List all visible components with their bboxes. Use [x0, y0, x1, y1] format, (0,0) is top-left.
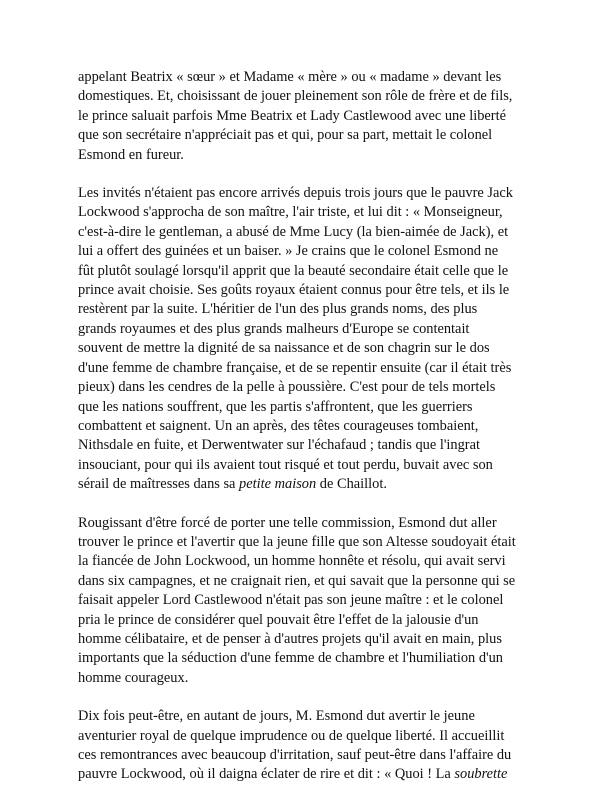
- text-line: homme courageux.: [78, 669, 189, 686]
- text-line: ces remontrances avec beaucoup d'irritation, sauf peut-être dans l'affaire du: [78, 747, 512, 763]
- text-line: homme célibataire, et de penser à d'autres projets qu'il avait en main, plus: [78, 630, 502, 647]
- italic-text: petite maison: [239, 476, 317, 493]
- italic-text: soubrette: [454, 766, 508, 783]
- text-line: Dix fois peut-être, en autant de jours, M. Esmond dut avertir le jeune: [78, 708, 475, 725]
- text-line: restèrent par la suite. L'héritier de l'un des plus grands noms, des plus: [78, 301, 478, 318]
- text-line: domestiques. Et, choisissant de jouer pleinement son rôle de frère et de fils,: [78, 88, 513, 105]
- text-line: Nithsdale en fuite, et Derwentwater sur l'échafaud ; tandis que l'ingrat: [78, 437, 480, 454]
- text-line: lui a offert des guinées et un baiser. » Je crains que le colonel Esmond ne: [78, 243, 499, 260]
- text-line: appelant Beatrix « sœur » et Madame « mère » ou « madame » devant les: [78, 69, 502, 85]
- text-line: le prince saluait parfois Mme Beatrix et Lady Castlewood avec une liberté: [78, 107, 506, 124]
- text-line: Esmond en fureur.: [78, 146, 184, 163]
- text-line: la fiancée de John Lockwood, un homme honnête et résolu, qui avait servi: [78, 553, 506, 570]
- paragraph-3: [78, 514, 530, 689]
- text-line: pria le prince de considérer quel pouvait être l'effet de la jalousie d'un: [78, 611, 479, 628]
- text-line: d'une femme de chambre française, et de se repentir ensuite (car il était très: [78, 359, 512, 376]
- text-line: dans six campagnes, et ne craignait rien, et qui savait que la personne qui se: [78, 572, 516, 589]
- text-line: combattent et saignent. Un an après, des têtes courageuses tombaient,: [78, 417, 479, 434]
- text-line: faisait appeler Lord Castlewood n'était pas son jeune maître : et le colonel: [78, 592, 504, 609]
- text-line: pieux) dans les cendres de la pelle à poussière. C'est pour de tels mortels: [78, 379, 496, 396]
- text-line: importants que la séduction d'une femme de chambre et l'humiliation d'un: [78, 650, 503, 667]
- text-line: insouciant, pour qui ils avaient tout risqué et tout perdu, buvait avec son: [78, 456, 493, 473]
- text-line: c'est-à-dire le gentleman, a abusé de Mme Lucy (la bien-aimée de Jack), et: [78, 223, 509, 240]
- document-page: [78, 68, 530, 804]
- text-line: Les invités n'étaient pas encore arrivés depuis trois jours que le pauvre Jack: [78, 185, 513, 202]
- text-run: de Chaillot.: [316, 476, 387, 493]
- text-line: aventurier royal de quelque imprudence ou de quelque liberté. Il accueillit: [78, 727, 505, 744]
- text-line: que son secrétaire n'appréciait pas et qui, pour sa part, mettait le colonel: [78, 127, 493, 144]
- text-run: sérail de maîtresses dans sa: [78, 476, 240, 493]
- text-line: fût plutôt soulagé lorsqu'il apprit que la beauté secondaire était celle que le: [78, 262, 509, 279]
- paragraph-4: [78, 707, 530, 785]
- text-line: [78, 475, 530, 494]
- text-line: [78, 765, 530, 784]
- text-line: grands royaumes et des plus grands malheurs d'Europe se contentait: [78, 320, 470, 337]
- text-line: que les nations souffrent, que les partis s'affrontent, que les guerriers: [78, 398, 473, 415]
- text-line: souvent de mettre la dignité de sa naissance et de son chagrin sur le dos: [78, 340, 490, 357]
- text-run: pauvre Lockwood, où il daigna éclater de rire et dit : « Quoi ! La: [78, 766, 455, 783]
- text-line: prince avait choisie. Ses goûts royaux étaient connus pour être tels, et ils le: [78, 282, 510, 299]
- paragraph-2: [78, 184, 530, 495]
- paragraph-1: [78, 68, 530, 165]
- text-line: trouver le prince et l'avertir que la jeune fille que son Altesse soudoyait était: [78, 533, 516, 550]
- text-line: Rougissant d'être forcé de porter une telle commission, Esmond dut aller: [78, 514, 497, 531]
- text-line: Lockwood s'approcha de son maître, l'air triste, et lui dit : « Monseigneur,: [78, 204, 503, 221]
